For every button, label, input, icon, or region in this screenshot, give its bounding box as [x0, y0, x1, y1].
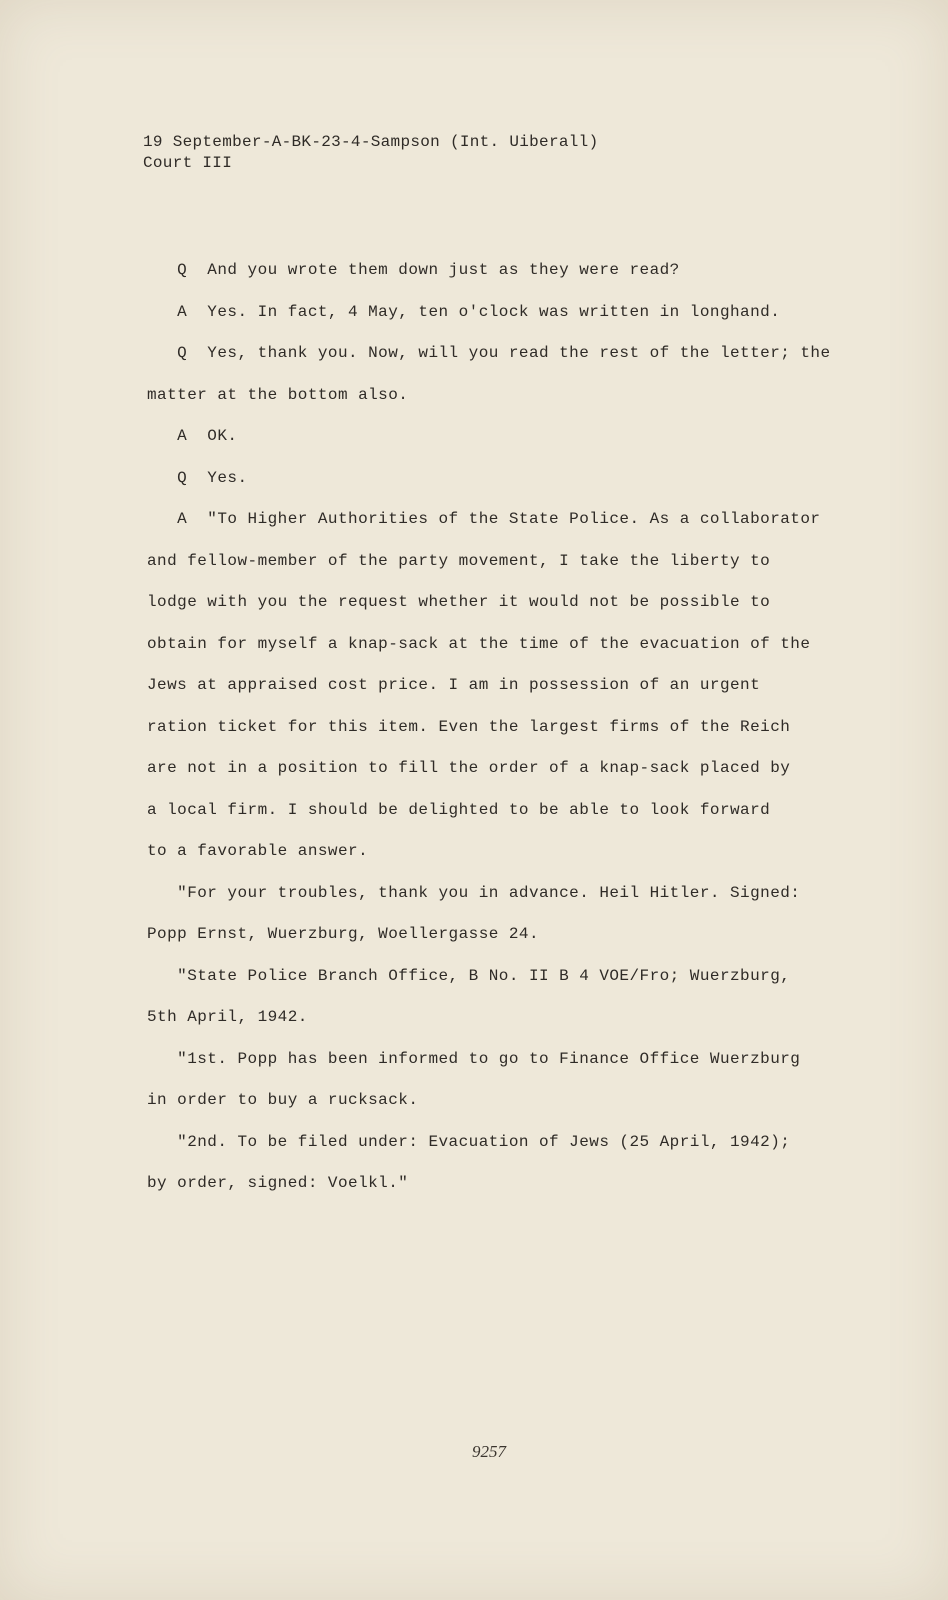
document-header [143, 132, 598, 174]
header-session-line: 19 September-A-BK-23-4-Sampson (Int. Uiberall) [143, 133, 599, 151]
transcript-line: A Yes. In fact, 4 May, ten o'clock was written in longhand. [147, 302, 781, 321]
transcript-line: 5th April, 1942. [147, 1008, 308, 1026]
transcript-line: to a favorable answer. [147, 842, 369, 860]
transcript-line: Q Yes, thank you. Now, will you read the rest of the letter; the [147, 344, 831, 362]
transcript-line: obtain for myself a knap-sack at the time of the evacuation of the [147, 634, 811, 653]
page-number: 9257 [472, 1442, 506, 1461]
transcript-line: lodge with you the request whether it would not be possible to [147, 593, 771, 611]
transcript-line: are not in a position to fill the order of a knap-sack placed by [147, 759, 791, 777]
transcript-line: Jews at appraised cost price. I am in possession of an urgent [147, 676, 761, 694]
transcript-line: and fellow-member of the party movement, I take the liberty to [147, 551, 771, 570]
transcript-body [147, 258, 877, 1213]
transcript-line: "State Police Branch Office, B No. II B 4 VOE/Fro; Wuerzburg, [147, 966, 791, 985]
transcript-line: ration ticket for this item. Even the largest firms of the Reich [147, 717, 791, 736]
transcript-line: A OK. [147, 427, 238, 445]
transcript-line: "1st. Popp has been informed to go to Finance Office Wuerzburg [147, 1049, 801, 1068]
transcript-line: in order to buy a rucksack. [147, 1091, 419, 1109]
transcript-line: matter at the bottom also. [147, 385, 409, 404]
transcript-line: by order, signed: Voelkl." [147, 1174, 409, 1192]
transcript-line: "2nd. To be filed under: Evacuation of Jews (25 April, 1942); [147, 1132, 791, 1151]
transcript-line: Popp Ernst, Wuerzburg, Woellergasse 24. [147, 925, 540, 943]
transcript-line: Q Yes. [147, 468, 248, 487]
transcript-line: Q And you wrote them down just as they were read? [147, 261, 680, 279]
transcript-line: "For your troubles, thank you in advance. Heil Hitler. Signed: [147, 883, 801, 902]
transcript-line: A "To Higher Authorities of the State Police. As a collaborator [147, 510, 821, 528]
header-court-line: Court III [143, 154, 233, 172]
transcript-line: a local firm. I should be delighted to be able to look forward [147, 800, 771, 819]
